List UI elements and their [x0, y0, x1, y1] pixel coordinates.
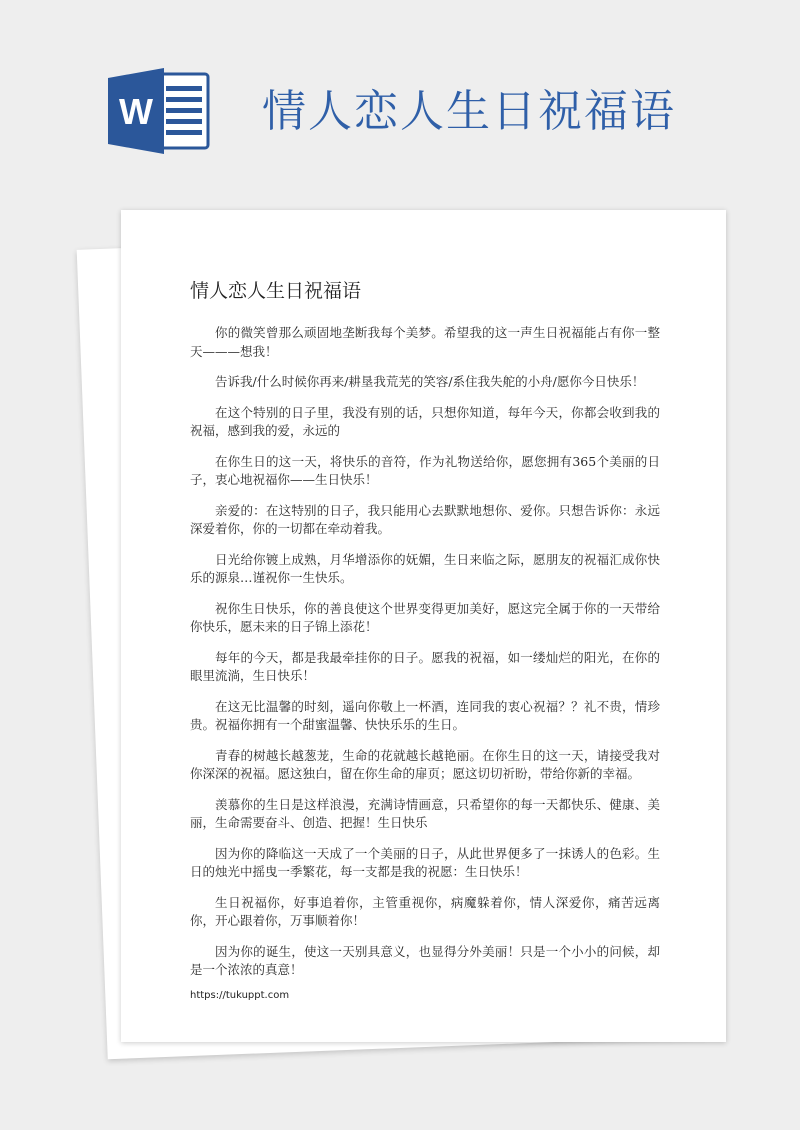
paragraph: 因为你的诞生，使这一天别具意义，也显得分外美丽！只是一个小小的问候，却是一个浓浓的真意！: [190, 943, 660, 977]
paragraph: 青春的树越长越葱茏，生命的花就越长越艳丽。在你生日的这一天，请接受我对你深深的祝福。愿这独白，留在你生命的扉页；愿这切切祈盼，带给你新的幸福。: [190, 747, 660, 781]
document-body: [190, 324, 660, 992]
paragraph: 在这个特别的日子里，我没有别的话，只想你知道，每年今天，你都会收到我的祝福，感到我的爱，永远的: [190, 404, 660, 438]
paragraph: 因为你的降临这一天成了一个美丽的日子，从此世界便多了一抹诱人的色彩。生日的烛光中摇曳一季繁花，每一支都是我的祝愿：生日快乐！: [190, 845, 660, 879]
paragraph: 在你生日的这一天，将快乐的音符，作为礼物送给你，愿您拥有365个美丽的日子，衷心地祝福你——生日快乐！: [190, 453, 660, 487]
paragraph: 亲爱的：在这特别的日子，我只能用心去默默地想你、爱你。只想告诉你：永远深爱着你，你的一切都在牵动着我。: [190, 502, 660, 536]
paragraph: 生日祝福你，好事追着你，主管重视你，病魔躲着你，情人深爱你，痛苦远离你，开心跟着你，万事顺着你！: [190, 894, 660, 928]
paragraph: 每年的今天，都是我最牵挂你的日子。愿我的祝福，如一缕灿烂的阳光，在你的眼里流淌，生日快乐！: [190, 649, 660, 683]
paragraph: 告诉我/什么时候你再来/耕垦我荒芜的笑容/系住我失舵的小舟/愿你今日快乐！: [215, 374, 645, 389]
paragraph: 你的微笑曾那么顽固地垄断我每个美梦。希望我的这一声生日祝福能占有你一整天———想我！: [190, 325, 660, 359]
footer-url: https://tukuppt.com: [190, 990, 290, 1001]
page-title: 情人恋人生日祝福语: [262, 86, 676, 137]
paragraph: 羡慕你的生日是这样浪漫，充满诗情画意，只希望你的每一天都快乐、健康、美丽，生命需要奋斗、创造、把握！生日快乐: [190, 796, 660, 830]
paragraph: 祝你生日快乐，你的善良使这个世界变得更加美好，愿这完全属于你的一天带给你快乐，愿未来的日子锦上添花！: [190, 600, 660, 634]
word-logo-letter: W: [119, 91, 153, 132]
paragraph: 日光给你镀上成熟，月华增添你的妩媚，生日来临之际，愿朋友的祝福汇成你快乐的源泉…谨祝你一生快乐。: [190, 551, 660, 585]
document-page: [121, 210, 726, 1042]
word-logo-icon: [108, 68, 212, 154]
document-title: 情人恋人生日祝福语: [190, 280, 362, 302]
paragraph: 在这无比温馨的时刻，遥向你敬上一杯酒，连同我的衷心祝福？？礼不贵，情珍贵。祝福你拥有一个甜蜜温馨、快快乐乐的生日。: [190, 698, 660, 732]
